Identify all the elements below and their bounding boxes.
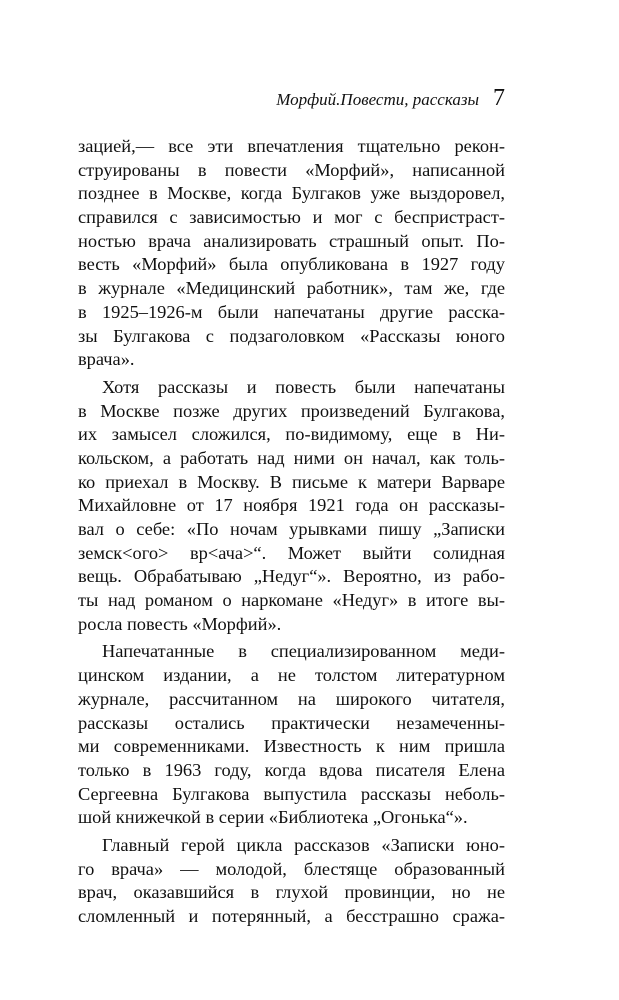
text-line: струированы в повести «Морфий», написанной [78,159,505,180]
text-line: врача». [78,349,135,370]
body-text [78,135,505,929]
paragraph [78,640,505,830]
text-line: в журнале «Медицинский работник», там же, где [78,278,505,299]
text-line: Главный герой цикла рассказов «Записки юно- [102,834,505,855]
text-line: сломленный и потерянный, а бесстрашно сража- [78,906,505,926]
text-line: рассказы остались практически незамеченны- [78,712,505,733]
text-line: Напечатанные в специализированном меди- [102,641,505,662]
text-line: их замысел сложился, по-видимому, еще в Ни- [78,424,505,445]
text-line: в 1925–1926-м были напечатаны другие расска- [78,301,505,322]
text-line: земск<ого> вр<ача>“. Может выйти солидная [78,542,505,563]
text-line: справился с зависимостью и мог с беспристраст- [78,207,505,228]
text-line: Сергеевна Булгакова выпустила рассказы неболь- [78,783,505,804]
paragraph [78,834,505,929]
text-line: ты над романом о наркомане «Недуг» в итоге вы- [78,590,505,611]
running-head [276,86,505,110]
text-line: Михайловне от 17 ноября 1921 года он рассказы- [78,495,505,516]
text-line: только в 1963 году, когда вдова писателя Елена [78,759,505,780]
page-number: 7 [493,85,505,111]
text-line: ко приехал в Москву. В письме к матери Варваре [78,471,505,492]
text-line: весть «Морфий» была опубликована в 1927 году [78,254,505,275]
text-line: го врача» — молодой, блестяще образованный [78,858,505,879]
text-line: росла повесть «Морфий». [78,613,282,634]
text-line: в Москве позже других произведений Булгакова, [78,400,505,421]
text-line: шой книжечкой в серии «Библиотека „Огонька“». [78,807,468,828]
text-line: позднее в Москве, когда Булгаков уже выздоровел, [78,183,505,204]
paragraph [78,135,505,372]
text-line: зы Булгакова с подзаголовком «Рассказы юного [78,325,505,346]
text-line: ми современниками. Известность к ним пришла [78,736,505,757]
text-line: цинском издании, а не толстом литературном [78,665,505,686]
text-line: врач, оказавшийся в глухой провинции, но не [78,882,505,903]
running-title: Морфий.Повести, рассказы [276,90,479,109]
text-line: журнале, рассчитанном на широкого читателя, [78,688,505,709]
text-line: зацией,— все эти впечатления тщательно рекон- [78,136,505,156]
text-line: Хотя рассказы и повесть были напечатаны [102,376,505,397]
text-line: кольском, а работать над ними он начал, как толь- [78,447,505,468]
text-line: вал о себе: «По ночам урывками пишу „Записки [78,519,505,539]
paragraph [78,376,505,637]
text-line: ностью врача анализировать страшный опыт. По- [78,230,505,251]
text-line: вещь. Обрабатываю „Недуг“». Вероятно, из рабо- [78,566,505,587]
